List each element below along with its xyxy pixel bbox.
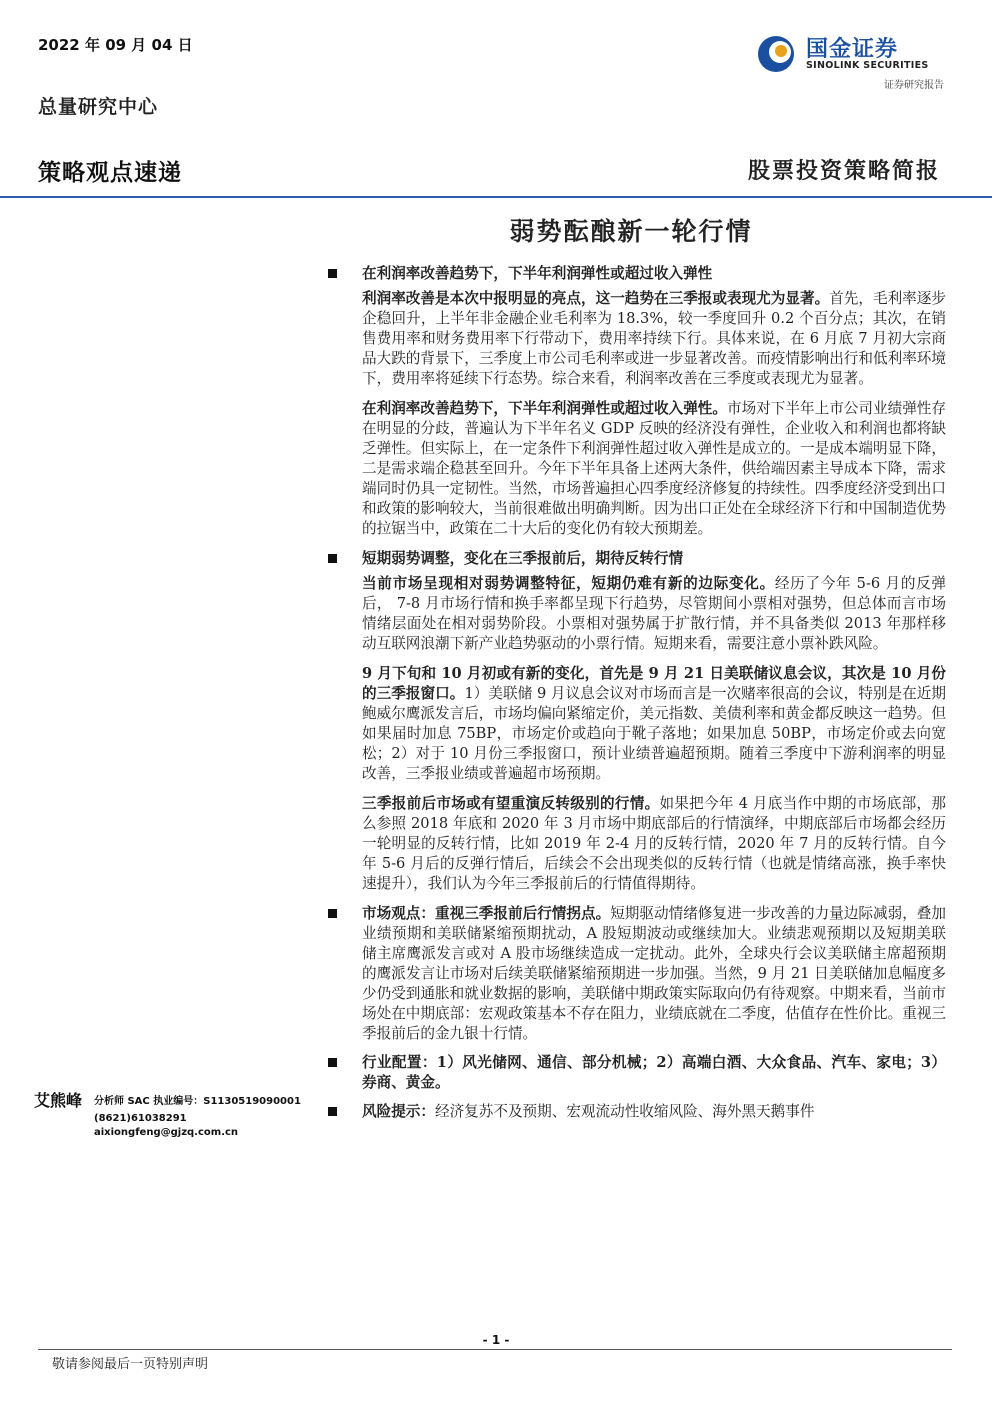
report-body [362, 264, 946, 1131]
paragraph-lead: 行业配置：1）风光储网、通信、部分机械；2）高端白酒、大众食品、汽车、家电；3）券商、黄金。 [362, 1054, 946, 1091]
paragraph [362, 289, 946, 389]
paragraph-text: 如果把今年 4 月底当作中期的市场底部，那么参照 2018 年底和 2020 年 3 月市场中期底部后的行情演绎，中期底部后市场都会经历一轮明显的反转行情，比如 2019 年 2-4 月的反转行情，2020 年 7 月的反转行情。自今年 5-6 月后的反弹行情后，后续会不会出现类似的反转行情（也就是情绪高涨，换手率快速提升），我们认为今年三季报前后的行情值得期待。 [362, 795, 946, 892]
report-type: 股票投资策略简报 [747, 158, 940, 184]
paragraph-lead: 在利润率改善趋势下，下半年利润弹性或超过收入弹性。 [362, 400, 727, 417]
paragraph [362, 399, 946, 539]
analyst-name: 艾熊峰 [34, 1091, 83, 1110]
paragraph-lead: 市场观点：重视三季报前后行情拐点。 [362, 905, 611, 922]
paragraph-lead: 当前市场呈现相对弱势调整特征，短期仍难有新的边际变化。 [362, 575, 775, 592]
bullet-square-icon [328, 1058, 337, 1067]
logo-name-en: SINOLINK SECURITIES [806, 60, 929, 71]
logo-name-cn: 国金证券 [806, 37, 899, 62]
report-category: 证券研究报告 [884, 80, 944, 91]
header-divider [0, 196, 992, 198]
page-number: - 1 - [482, 1333, 510, 1347]
bullet-market-view [362, 904, 946, 1044]
bullet-industry-allocation [362, 1053, 946, 1093]
bullet-risk-warning [362, 1102, 946, 1122]
footer-divider [38, 1349, 952, 1350]
analyst-license: 分析师 SAC 执业编号：S1130519090001 [94, 1096, 301, 1107]
sinolink-logo-icon [756, 34, 796, 74]
paragraph [362, 574, 946, 654]
bullet-square-icon [328, 1107, 337, 1116]
footer-disclaimer: 敬请参阅最后一页特别声明 [52, 1357, 209, 1372]
analyst-email[interactable]: aixiongfeng@gjzq.com.cn [94, 1127, 239, 1138]
paragraph-text: 经济复苏不及预期、宏观流动性收缩风险、海外黑天鹅事件 [434, 1103, 815, 1120]
bullet-square-icon [328, 909, 337, 918]
section-heading: 短期弱势调整，变化在三季报前后，期待反转行情 [362, 549, 946, 569]
paragraph-lead: 风险提示： [362, 1103, 435, 1120]
paragraph-text: 经历了今年 5-6 月的反弹后， 7-8 月市场行情和换手率都呈现下行趋势，尽管期间小票相对强势，但总体而言市场情绪层面处在相对弱势阶段。小票相对强势属于扩散行情，并不具备类似 2013 年那样移动互联网浪潮下新产业趋势驱动的小票行情。短期来看，需要注意小票补跌风险。 [362, 575, 946, 652]
paragraph [362, 794, 946, 894]
paragraph-lead: 9 月下旬和 10 月初或有新的变化，首先是 9 月 21 日美联储议息会议，其次是 10 月份的三季报窗口。 [362, 665, 946, 702]
bullet-square-icon [328, 554, 337, 563]
paragraph-lead: 利润率改善是本次中报明显的亮点，这一趋势在三季报或表现尤为显著。 [362, 290, 830, 307]
paragraph-text: 首先，毛利率逐步企稳回升，上半年非金融企业毛利率为 18.3%，较一季度回升 0.2 个百分点；其次，在销售费用率和财务费用率下行带动下，费用率持续下行。具体来说，在 6 月底 7 月初大宗商品大跌的背景下，三季度上市公司毛利率或进一步显著改善。而疫情影响出行和低利率环境下，费用率将延续下行态势。综合来看，利润率改善在三季度或表现尤为显著。 [362, 290, 946, 387]
paragraph [362, 664, 946, 784]
paragraph-text: 1）美联储 9 月议息会议对市场而言是一次赌率很高的会议，特别是在近期鲍威尔鹰派发言后，市场均偏向紧缩定价，美元指数、美债利率和黄金都反映这一趋势。但如果届时加息 75BP，市场定价或趋向于靴子落地；如果加息 50BP，市场定价或去向宽松；2）对于 10 月份三季报窗口，预计业绩普遍超预期。随着三季度中下游利润率的明显改善，三季报业绩或普遍超市场预期。 [362, 685, 946, 782]
sinolink-logo [756, 30, 946, 94]
column-title: 策略观点速递 [38, 160, 182, 186]
paragraph-text: 短期驱动情绪修复进一步改善的力量边际减弱，叠加业绩预期和美联储紧缩预期扰动，A 股短期波动或继续加大。业绩悲观预期以及短期美联储主席鹰派发言或对 A 股市场继续造成一定扰动。此外，全球央行会议美联储主席超预期的鹰派发言让市场对后续美联储紧缩预期进一步加强。当然，9 月 21 日美联储加息幅度多少仍受到通胀和就业数据的影响，美联储中期政策实际取向仍有待观察。中期来看，当前市场处在中期底部：宏观政策基本不存在阻力，业绩底就在二季度，估值存在性价比。重视三季报前后的金九银十行情。 [362, 905, 946, 1042]
report-title: 弱势酝酿新一轮行情 [509, 217, 753, 246]
bullet-square-icon [328, 269, 337, 278]
report-date: 2022 年 09 月 04 日 [38, 36, 193, 54]
section-heading: 在利润率改善趋势下，下半年利润弹性或超过收入弹性 [362, 264, 946, 284]
analyst-phone: (8621)61038291 [94, 1113, 187, 1124]
paragraph-lead: 三季报前后市场或有望重演反转级别的行情。 [362, 795, 660, 812]
research-center: 总量研究中心 [38, 96, 159, 118]
paragraph-text: 市场对下半年上市公司业绩弹性存在明显的分歧，普遍认为下半年名义 GDP 反映的经济没有弹性，企业收入和利润也都将缺乏弹性。但实际上，在一定条件下利润弹性超过收入弹性是成立的。一是成本端明显下降，二是需求端企稳甚至回升。今年下半年具备上述两大条件，供给端因素主导成本下降，需求端同时仍具一定韧性。当然，市场普遍担心四季度经济修复的持续性。四季度经济受到出口和政策的影响较大，当前很难做出明确判断。因为出口正处在全球经济下行和中国制造优势的拉锯当中，政策在二十大后的变化仍有较大预期差。 [362, 400, 946, 537]
